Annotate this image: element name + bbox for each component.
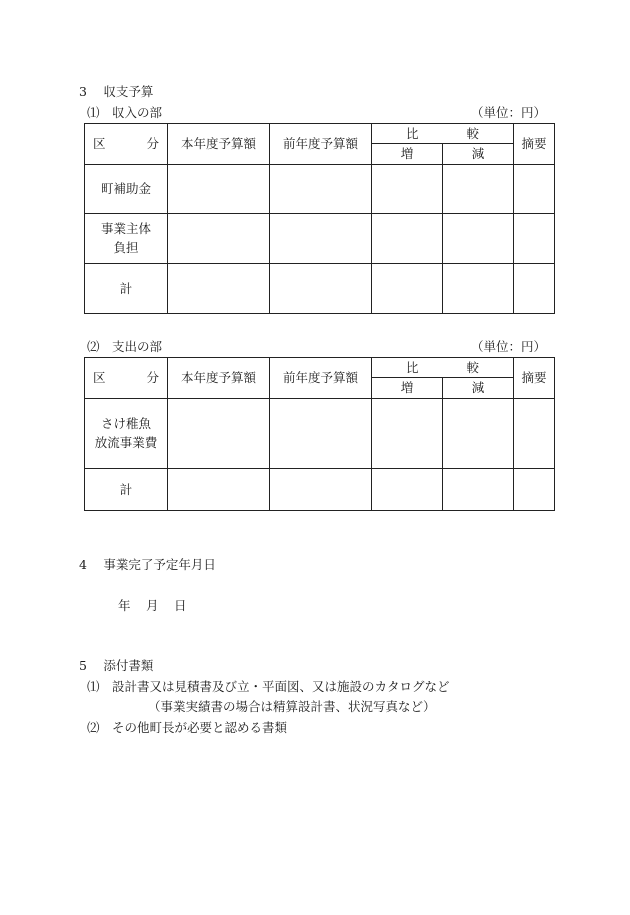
expense-unit: （単位：円） <box>470 339 546 354</box>
income-unit: （単位：円） <box>470 105 546 120</box>
attachment-item-2: ⑵ その他町長が必要と認める書類 <box>87 720 288 735</box>
row-label: 計 <box>85 263 168 313</box>
row-label: さけ稚魚 放流事業費 <box>85 398 168 468</box>
header-increase: 増 <box>372 144 443 164</box>
header-decrease: 減 <box>443 378 514 398</box>
income-table <box>84 123 555 314</box>
header-remarks: 摘要 <box>514 358 555 399</box>
header-kubun: 区 分 <box>85 358 168 399</box>
section4-heading: 4 事業完了予定年月日 <box>79 557 216 572</box>
date-day: 日 <box>174 598 187 613</box>
row-label: 事業主体 負担 <box>85 213 168 263</box>
expense-table <box>84 357 555 511</box>
date-year: 年 <box>118 598 131 613</box>
income-title: ⑴ 収入の部 <box>87 105 163 120</box>
header-decrease: 減 <box>443 144 514 164</box>
table-row <box>85 468 555 510</box>
table-row <box>85 213 555 263</box>
header-this-year: 本年度予算額 <box>168 358 270 399</box>
header-hikaku: 比 較 <box>372 358 514 378</box>
table-row <box>85 164 555 213</box>
header-increase: 増 <box>372 378 443 398</box>
table-row <box>85 263 555 313</box>
attachment-item-1-note: （事業実績書の場合は精算設計書、状況写真など） <box>148 699 436 714</box>
expense-title: ⑵ 支出の部 <box>87 339 163 354</box>
header-last-year: 前年度予算額 <box>270 124 372 165</box>
header-hikaku: 比 較 <box>372 124 514 144</box>
table-row <box>85 398 555 468</box>
header-kubun: 区 分 <box>85 124 168 165</box>
header-remarks: 摘要 <box>514 124 555 165</box>
row-label: 町補助金 <box>85 164 168 213</box>
section3-heading: 3 収支予算 <box>79 84 154 99</box>
date-month: 月 <box>146 598 159 613</box>
attachment-item-1: ⑴ 設計書又は見積書及び立・平面図、又は施設のカタログなど <box>87 679 450 694</box>
header-this-year: 本年度予算額 <box>168 124 270 165</box>
section5-heading: 5 添付書類 <box>79 658 154 673</box>
row-label: 計 <box>85 468 168 510</box>
header-last-year: 前年度予算額 <box>270 358 372 399</box>
